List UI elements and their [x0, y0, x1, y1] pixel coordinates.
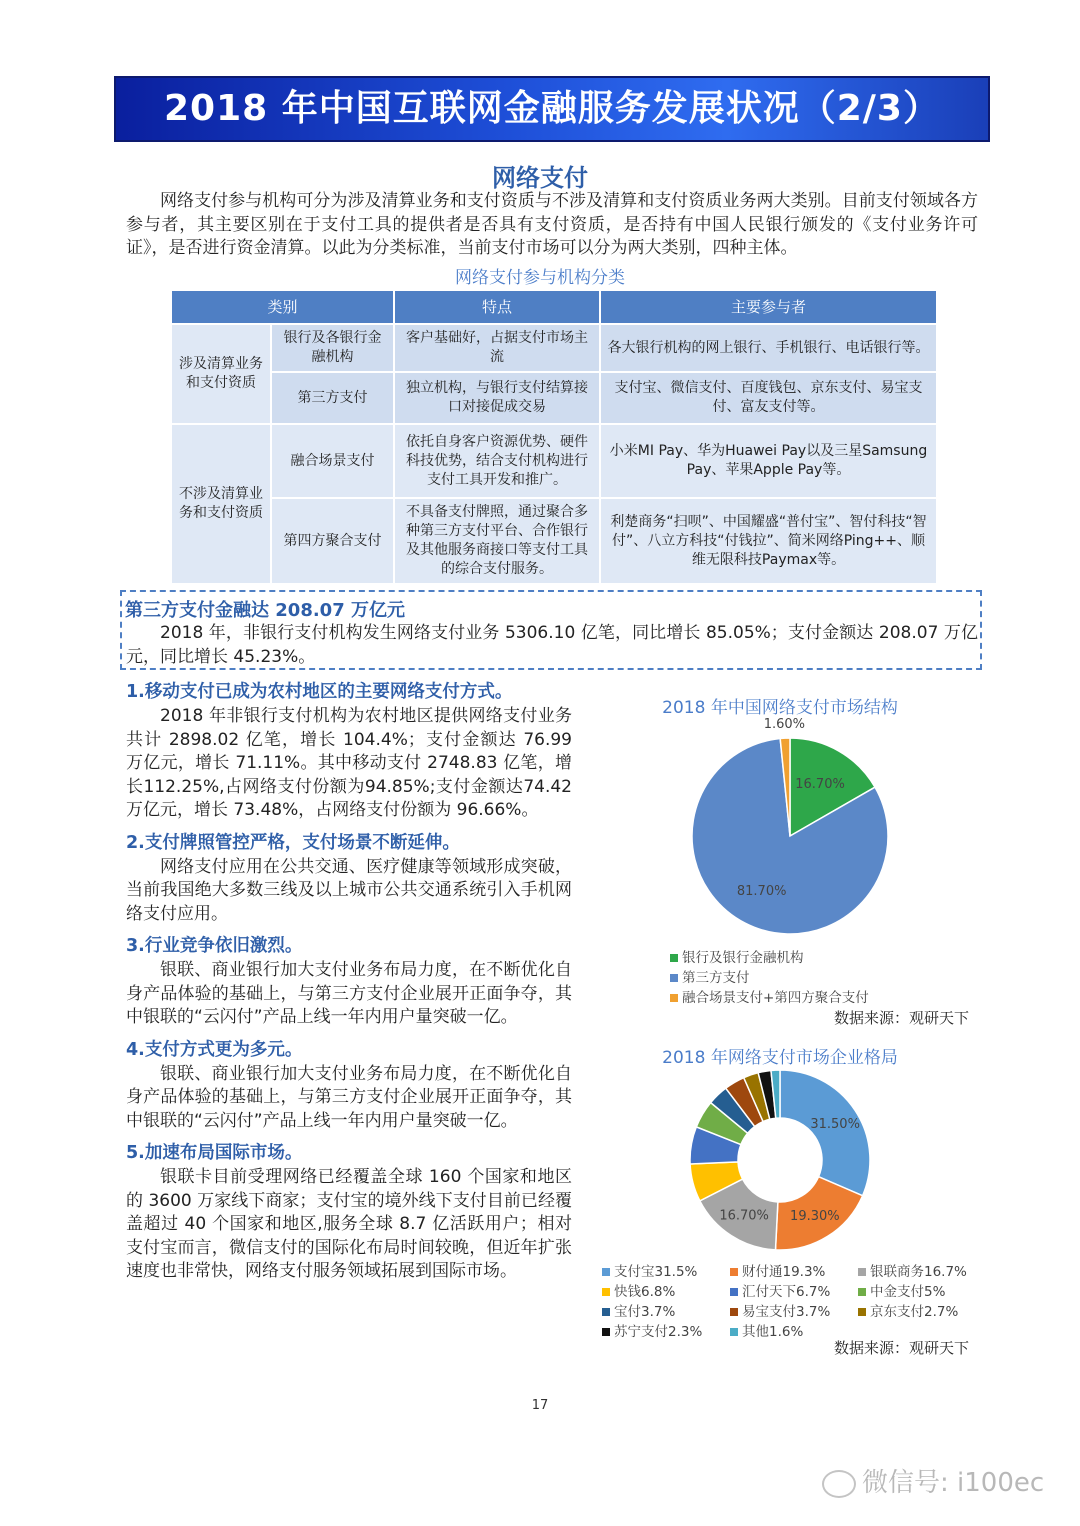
- page-number: 17: [531, 1398, 549, 1413]
- point-item: [126, 829, 572, 927]
- legend-label: 汇付天下6.7%: [742, 1284, 831, 1300]
- legend-swatch: [602, 1308, 610, 1316]
- legend-item: [602, 1260, 730, 1279]
- section-intro: 网络支付参与机构可分为涉及清算业务和支付资质与不涉及清算和支付资质业务两大类别。目前支付领域各方参与者，其主要区别在于支付工具的提供者是否具有支付资质，是否持有中国人民银行颁发的《支付业务许可证》，是否进行资金清算。以此为分类标准，当前支付市场可以分为两大类别，四种主体。: [126, 191, 978, 258]
- slice-label: 31.50%: [810, 1116, 860, 1132]
- page-title: 2018 年中国互联网金融服务发展状况（2/3）: [164, 88, 940, 129]
- legend-item: [602, 1300, 730, 1319]
- point-title: 4.支付方式更为多元。: [126, 1039, 303, 1060]
- watermark-text: 微信号: i100ec: [862, 1468, 1045, 1498]
- legend-label: 融合场景支付+第四方聚合支付: [682, 990, 869, 1006]
- slice-label: 81.70%: [736, 884, 787, 900]
- table-row: [171, 498, 937, 584]
- table-header: 特点: [394, 290, 600, 324]
- table-cell-type: 第四方聚合支付: [271, 498, 394, 584]
- table-cell-feature: 不具备支付牌照，通过聚合多种第三方支付平台、合作银行及其他服务商接口等支付工具的综合支付服务。: [394, 498, 600, 584]
- table-caption: 网络支付参与机构分类: [455, 268, 625, 288]
- wechat-watermark: [822, 1462, 1044, 1499]
- chart1-source: 数据来源：观研天下: [834, 1009, 970, 1027]
- slice-label: 16.70%: [719, 1208, 769, 1224]
- table-header-row: [171, 290, 937, 324]
- wechat-icon: [822, 1470, 856, 1498]
- table-group-label: 涉及清算业务和支付资质: [171, 324, 271, 424]
- slice-label: 19.30%: [790, 1209, 840, 1225]
- point-title: 2.支付牌照管控严格，支付场景不断延伸。: [126, 832, 460, 853]
- chart2-legend: [602, 1260, 992, 1340]
- table-cell-players: 支付宝、微信支付、百度钱包、京东支付、易宝支付、富友支付等。: [600, 372, 937, 424]
- point-title: 5.加速布局国际市场。: [126, 1143, 303, 1163]
- legend-item: [730, 1300, 858, 1319]
- chart1-legend: [670, 946, 970, 1006]
- chart1-title: 2018 年中国网络支付市场结构: [662, 698, 898, 718]
- table-cell-feature: 独立机构，与银行支付结算接口对接促成交易: [394, 372, 600, 424]
- point-title: 3.行业竞争依旧激烈。: [126, 936, 303, 956]
- highlight-title: 第三方支付金融达 208.07 万亿元: [125, 600, 405, 621]
- legend-label: 易宝支付3.7%: [742, 1304, 831, 1320]
- chart2-title: 2018 年网络支付市场企业格局: [662, 1048, 898, 1068]
- legend-label: 第三方支付: [682, 970, 750, 986]
- table-cell-type: 融合场景支付: [271, 424, 394, 498]
- point-text: 2018 年非银行支付机构为农村地区提供网络支付业务共计 2898.02 亿笔，增长 104.4%；支付金额达 76.99 万亿元，增长 71.11%。其中移动支付 2748.83 亿笔，增长112.25%,占网络支付份额为94.85%;支付金额达74.42 万亿元，增长 73.48%，占网络支付份额为 96.66%。: [126, 706, 572, 820]
- legend-item: [858, 1300, 986, 1319]
- legend-swatch: [602, 1288, 610, 1296]
- table-cell-type: 银行及各银行金融机构: [271, 324, 394, 372]
- table-cell-type: 第三方支付: [271, 372, 394, 424]
- slice-label: 1.60%: [763, 717, 806, 733]
- highlight-text: 2018 年，非银行支付机构发生网络支付业务 5306.10 亿笔，同比增长 85.05%；支付金额达 208.07 万亿元，同比增长 45.23%。: [126, 623, 978, 667]
- table-cell-players: 各大银行机构的网上银行、手机银行、电话银行等。: [600, 324, 937, 372]
- legend-item: [602, 1280, 730, 1299]
- legend-label: 财付通19.3%: [742, 1264, 826, 1280]
- legend-label: 苏宁支付2.3%: [614, 1324, 703, 1340]
- slice-label: 16.70%: [795, 777, 845, 793]
- legend-swatch: [730, 1308, 738, 1316]
- legend-swatch: [730, 1268, 738, 1276]
- legend-item: [670, 966, 960, 985]
- legend-swatch: [602, 1268, 610, 1276]
- legend-swatch: [602, 1328, 610, 1336]
- legend-label: 支付宝31.5%: [614, 1264, 698, 1280]
- key-points: [126, 678, 572, 1284]
- legend-swatch: [670, 994, 678, 1002]
- legend-item: [670, 986, 960, 1005]
- enterprise-donut: [680, 1060, 880, 1260]
- point-title: 1.移动支付已成为农村地区的主要网络支付方式。: [126, 682, 513, 702]
- table-header: 主要参与者: [600, 290, 937, 324]
- legend-label: 快钱6.8%: [614, 1284, 676, 1300]
- point-item: [126, 932, 572, 1030]
- table-cell-feature: 依托自身客户资源优势、硬件科技优势，结合支付机构进行支付工具开发和推广。: [394, 424, 600, 498]
- point-text: 银联、商业银行加大支付业务布局力度，在不断优化自身产品体验的基础上，与第三方支付企业展开正面争夺，其中银联的“云闪付”产品上线一年内用户量突破一亿。: [126, 960, 572, 1027]
- pie-slice: [780, 1070, 870, 1196]
- table-group-label: 不涉及清算业务和支付资质: [171, 424, 271, 584]
- point-item: [126, 678, 572, 823]
- table-cell-players: 利楚商务“扫呗”、中国耀盛“普付宝”、智付科技“智付”、八立方科技“付钱拉”、简米网络Ping++、顺维无限科技Paymax等。: [600, 498, 937, 584]
- table-row: [171, 324, 937, 372]
- classification-table: [170, 289, 938, 585]
- point-item: [126, 1036, 572, 1134]
- table-cell-players: 小米MI Pay、华为Huawei Pay以及三星Samsung Pay、苹果Apple Pay等。: [600, 424, 937, 498]
- legend-label: 银联商务16.7%: [870, 1264, 967, 1280]
- legend-item: [858, 1280, 986, 1299]
- legend-swatch: [730, 1328, 738, 1336]
- legend-swatch: [670, 974, 678, 982]
- legend-swatch: [858, 1288, 866, 1296]
- point-text: 网络支付应用在公共交通、医疗健康等领域形成突破，当前我国绝大多数三线及以上城市公共交通系统引入手机网络支付应用。: [126, 856, 572, 924]
- legend-label: 银行及银行金融机构: [682, 950, 804, 966]
- legend-swatch: [858, 1268, 866, 1276]
- legend-item: [730, 1260, 858, 1279]
- table-row: [171, 424, 937, 498]
- section-title: 网络支付: [492, 164, 588, 192]
- table-row: [171, 372, 937, 424]
- legend-item: [602, 1320, 730, 1339]
- market-structure-pie: [680, 712, 900, 942]
- legend-swatch: [670, 954, 678, 962]
- legend-item: [730, 1280, 858, 1299]
- table-header: 类别: [171, 290, 394, 324]
- legend-label: 宝付3.7%: [614, 1304, 676, 1320]
- legend-label: 中金支付5%: [870, 1284, 946, 1300]
- legend-label: 其他1.6%: [742, 1324, 804, 1340]
- legend-label: 京东支付2.7%: [870, 1304, 959, 1320]
- point-item: [126, 1139, 572, 1284]
- chart2-source: 数据来源：观研天下: [834, 1339, 970, 1357]
- legend-item: [858, 1260, 986, 1279]
- table-cell-feature: 客户基础好，占据支付市场主流: [394, 324, 600, 372]
- legend-swatch: [730, 1288, 738, 1296]
- point-text: 银联卡目前受理网络已经覆盖全球 160 个国家和地区的 3600 万家线下商家；支付宝的境外线下支付目前已经覆盖超过 40 个国家和地区,服务全球 8.7 亿活跃用户；相对支付宝而言，微信支付的国际化布局时间较晚，但近年扩张速度也非常快，网络支付服务领域拓展到国际市场。: [126, 1167, 572, 1281]
- point-text: 银联、商业银行加大支付业务布局力度，在不断优化自身产品体验的基础上，与第三方支付企业展开正面争夺，其中银联的“云闪付”产品上线一年内用户量突破一亿。: [126, 1063, 572, 1131]
- legend-item: [670, 946, 960, 965]
- legend-swatch: [858, 1308, 866, 1316]
